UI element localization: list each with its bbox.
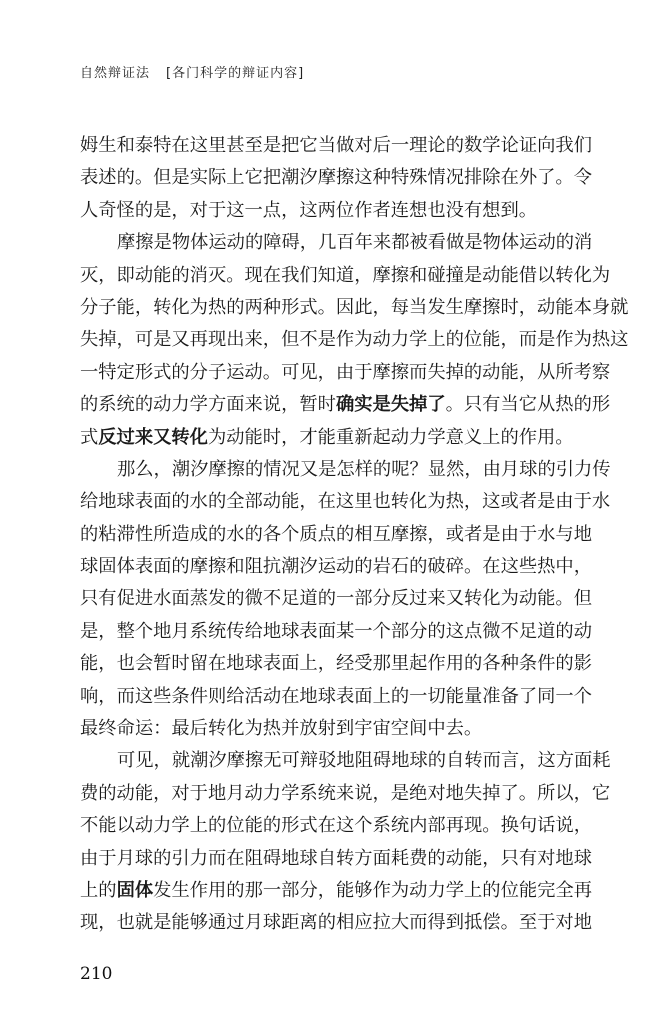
text-line: 不能以动力学上的位能的形式在这个系统内部再现。换句话说， [80, 815, 592, 837]
emphasis-text: 反过来又转化 [98, 426, 208, 448]
text-line: 能，也会暂时留在地球表面上，经受那里起作用的各种条件的影 [80, 653, 592, 675]
text-line [80, 422, 592, 454]
text-run: 式 [80, 426, 99, 448]
text-run: 为动能时，才能重新起动力学意义上的作用。 [207, 426, 574, 448]
text-line: 响，而这些条件则给活动在地球表面上的一切能量准备了同一个 [80, 685, 592, 707]
text-line: 可见，就潮汐摩擦无可辩驳地阻碍地球的自转而言，这方面耗 [117, 750, 611, 772]
text-line: 一特定形式的分子运动。可见，由于摩擦而失掉的动能，从所考察 [80, 361, 611, 383]
text-line: 表述的。但是实际上它把潮汐摩擦这种特殊情况排除在外了。令 [80, 167, 592, 189]
text-line: 只有促进水面蒸发的微不足道的一部分反过来又转化为动能。但 [80, 588, 592, 610]
text-line: 费的动能，对于地月动力学系统来说，是绝对地失掉了。所以，它 [80, 782, 611, 804]
text-line: 最终命运：最后转化为热并放射到宇宙空间中去。 [80, 718, 483, 740]
text-line: 摩擦是物体运动的障碍，几百年来都被看做是物体运动的消 [117, 232, 593, 254]
text-line: 人奇怪的是，对于这一点，这两位作者连想也没有想到。 [80, 199, 538, 221]
section-title: [各门科学的辩证内容] [166, 66, 305, 81]
text-line: 由于月球的引力而在阻碍地球自转方面耗费的动能，只有对地球 [80, 847, 592, 869]
page-number: 210 [80, 964, 113, 984]
text-line: 失掉，可是又再现出来，但不是作为动力学上的位能，而是作为热这 [80, 329, 629, 351]
body-text [80, 130, 629, 940]
text-line: 给地球表面的水的全部动能，在这里也转化为热，这或者是由于水 [80, 491, 611, 513]
text-line: 球固体表面的摩擦和阻抗潮汐运动的岩石的破碎。在这些热中， [80, 556, 592, 578]
text-line: 的粘滞性所造成的水的各个质点的相互摩擦，或者是由于水与地 [80, 523, 592, 545]
book-title: 自然辩证法 [80, 66, 151, 81]
text-line: 姆生和泰特在这里甚至是把它当做对后一理论的数学论证向我们 [80, 135, 592, 156]
text-line: 分子能，转化为热的两种形式。因此，每当发生摩擦时，动能本身就 [80, 296, 629, 318]
running-head [80, 62, 304, 81]
text-line: 现，也就是能够通过月球距离的相应拉大而得到抵偿。至于对地 [80, 912, 592, 934]
text-line [80, 389, 611, 421]
text-run: 。只有当它从热的形 [445, 394, 611, 416]
text-line [80, 875, 592, 907]
emphasis-text: 固体 [116, 879, 154, 901]
text-run: 发生作用的那一部分，能够作为动力学上的位能完全再 [153, 879, 593, 901]
text-line: 那么，潮汐摩擦的情况又是怎样的呢？显然，由月球的引力传 [117, 458, 611, 480]
text-run: 上的 [80, 879, 117, 901]
text-line: 是，整个地月系统传给地球表面某一个部分的这点微不足道的动 [80, 620, 592, 642]
emphasis-text: 确实是失掉了 [335, 394, 446, 416]
text-run: 的系统的动力学方面来说，暂时 [80, 394, 336, 416]
text-line: 灭，即动能的消灭。现在我们知道，摩擦和碰撞是动能借以转化为 [80, 264, 611, 286]
